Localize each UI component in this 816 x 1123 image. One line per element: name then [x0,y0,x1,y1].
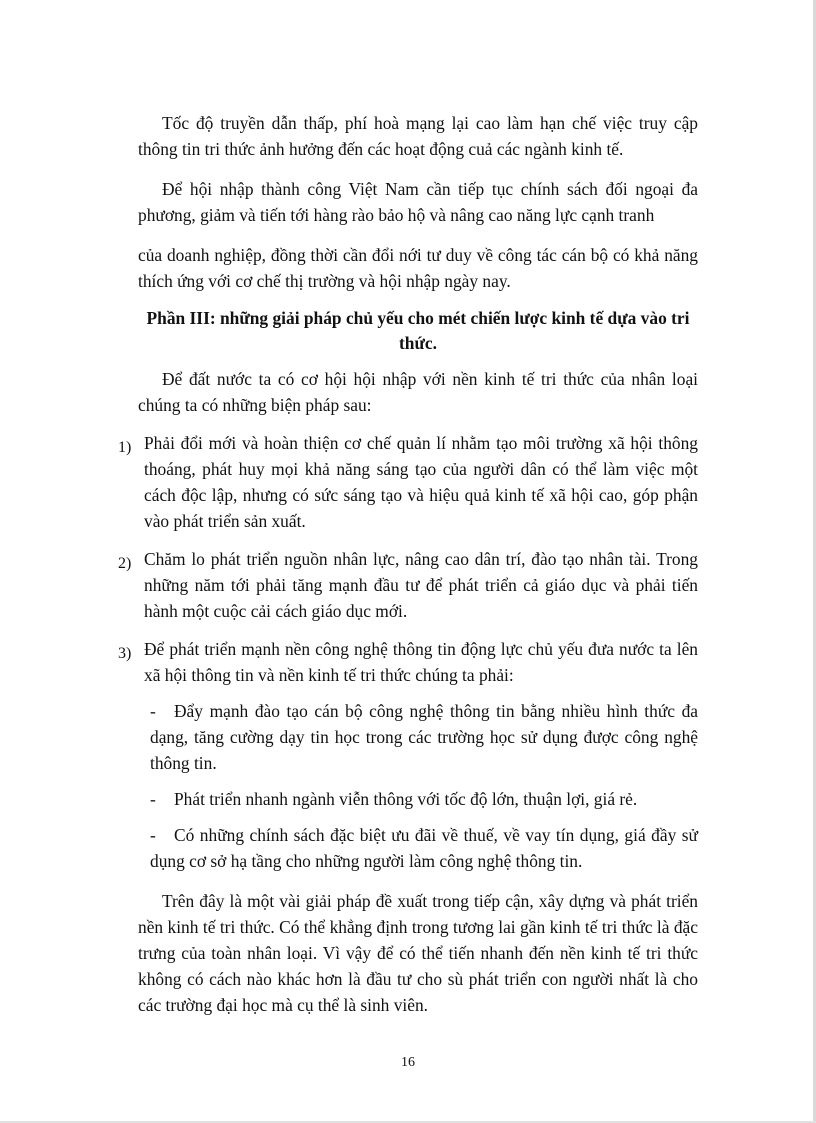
intro-paragraph: Để đất nước ta có cơ hội hội nhập với nền kinh tế tri thức của nhân loại chúng ta có những biện pháp sau: [138,369,698,415]
paragraph-transmission-speed: Tốc độ truyền dẫn thấp, phí hoà mạng lại cao làm hạn chế việc truy cập thông tin tri thức ảnh hưởng đến các hoạt động cuả các ngành kinh tế. [138,113,698,159]
subitem-1 [144,698,698,776]
section-heading: Phần III: những giải pháp chủ yếu cho mét chiến lược kinh tế dựa vào tri thức. [146,308,690,353]
subitem-text: Đẩy mạnh đào tạo cán bộ công nghệ thông tin bằng nhiều hình thức đa dạng, tăng cường dạy tin học trong các trường học sử dụng được công nghệ thông tin. [150,701,698,773]
subitem-text: Có những chính sách đặc biệt ưu đãi về thuế, về vay tín dụng, giá đầy sử dụng cơ sở hạ tầng cho những người làm công nghệ thông tin. [150,825,698,871]
dash-bullet: - [150,789,156,809]
page-content [118,110,698,1018]
page-number: 16 [401,1055,415,1070]
list-item-text: Để phát triển mạnh nền công nghệ thông tin động lực chủ yếu đưa nước ta lên xã hội thông tin và nền kinh tế tri thức chúng ta phải: [144,639,698,685]
solutions-list [118,430,698,874]
list-item-text: Chăm lo phát triển nguồn nhân lực, nâng cao dân trí, đào tạo nhân tài. Trong những năm tới phải tăng mạnh đầu tư để phát triển cả giáo dục và phải tiến hành một cuộc cải cách giáo dục mới. [144,549,698,621]
subitem-2 [144,786,698,812]
conclusion-paragraph: Trên đây là một vài giải pháp đề xuất trong tiếp cận, xây dựng và phát triển nền kinh tế tri thức. Có thể khẳng định trong tương lai gần kinh tế tri thức là đặc trưng của toàn nhân loại. Vì vậy để có thể tiến nhanh đến nền kinh tế tri thức không có cách nào khác hơn là đầu tư cho sù phát triển con người nhất là cho các trường đại học mà cụ thể là sinh viên. [138,891,698,1015]
list-item-2 [118,546,698,624]
list-item-text: Phải đổi mới và hoàn thiện cơ chế quản lí nhằm tạo môi trường xã hội thông thoáng, phát huy mọi khả năng sáng tạo của người dân có thể làm việc một cách độc lập, nhưng có sức sáng tạo và hiệu quả kinh tế xã hội cao, góp phận vào phát triển sản xuất. [144,433,698,531]
list-item-number: 1) [118,439,132,456]
list-item-number: 2) [118,555,132,572]
subitem-text: Phát triển nhanh ngành viễn thông với tốc độ lớn, thuận lợi, giá rẻ. [174,789,638,809]
subitem-3 [144,822,698,874]
list-item-3 [118,636,698,874]
paragraph-business-thinking: của doanh nghiệp, đồng thời cần đổi nới tư duy về công tác cán bộ có khả năng thích ứng với cơ chế thị trường và hội nhập ngày nay. [138,245,698,291]
paragraph-integration-policy: Để hội nhập thành công Việt Nam cần tiếp tục chính sách đối ngoại đa phương, giảm và tiến tới hàng rào bảo hộ và nâng cao năng lực cạnh tranh [138,179,698,225]
list-item-number: 3) [118,645,132,662]
list-item-1 [118,430,698,534]
dash-bullet: - [150,825,156,845]
dash-bullet: - [150,701,156,721]
